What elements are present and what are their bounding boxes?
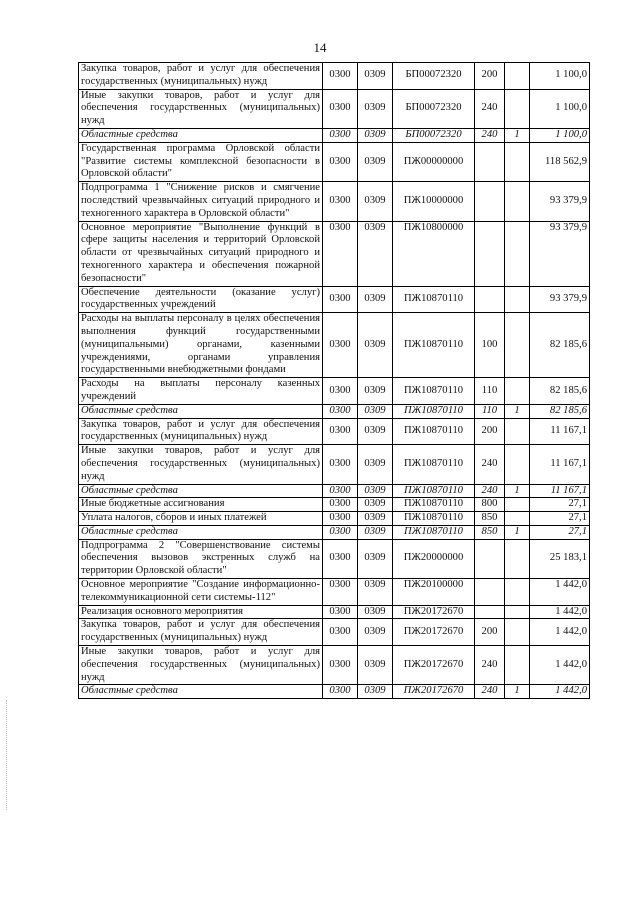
row-name-cell: Иные закупки товаров, работ и услуг для обеспечения государственных (муниципальных) нужд [79,89,323,128]
target-article-code-cell: ПЖ10870110 [393,484,475,498]
table-row [79,128,590,142]
source-code-cell [505,646,530,685]
subsection-code-cell: 0309 [358,418,393,445]
row-name-cell: Основное мероприятие "Создание информационно-телекоммуникационной сети системы-112" [79,579,323,606]
section-code-cell: 0300 [323,619,358,646]
section-code-cell: 0300 [323,512,358,526]
expense-type-code-cell: 200 [475,63,505,90]
subsection-code-cell: 0309 [358,378,393,405]
expense-type-code-cell [475,221,505,286]
row-name-cell: Уплата налогов, сборов и иных платежей [79,512,323,526]
expense-type-code-cell: 800 [475,498,505,512]
amount-cell: 82 185,6 [530,313,590,378]
expense-type-code-cell: 200 [475,418,505,445]
source-code-cell [505,619,530,646]
amount-cell: 118 562,9 [530,142,590,181]
amount-cell: 93 379,9 [530,286,590,313]
expense-type-code-cell: 240 [475,646,505,685]
source-code-cell [505,539,530,578]
subsection-code-cell: 0309 [358,646,393,685]
source-code-cell [505,579,530,606]
amount-cell: 1 442,0 [530,579,590,606]
table-row [79,445,590,484]
section-code-cell: 0300 [323,525,358,539]
table-row [79,63,590,90]
table-row [79,418,590,445]
section-code-cell: 0300 [323,221,358,286]
source-code-cell: 1 [505,404,530,418]
expense-type-code-cell: 240 [475,445,505,484]
row-name-cell: Областные средства [79,484,323,498]
expense-type-code-cell: 850 [475,525,505,539]
expense-type-code-cell [475,539,505,578]
table-row [79,313,590,378]
row-name-cell: Закупка товаров, работ и услуг для обеспечения государственных (муниципальных) нужд [79,619,323,646]
amount-cell: 1 100,0 [530,128,590,142]
row-name-cell: Областные средства [79,525,323,539]
section-code-cell: 0300 [323,579,358,606]
table-row [79,142,590,181]
amount-cell: 93 379,9 [530,221,590,286]
section-code-cell: 0300 [323,404,358,418]
target-article-code-cell: ПЖ10870110 [393,418,475,445]
row-name-cell: Областные средства [79,404,323,418]
row-name-cell: Подпрограмма 2 "Совершенствование системы обеспечения вызовов экстренных служб на территории Орловской области" [79,539,323,578]
row-name-cell: Расходы на выплаты персоналу казенных учреждений [79,378,323,405]
target-article-code-cell: ПЖ10000000 [393,182,475,221]
section-code-cell: 0300 [323,286,358,313]
subsection-code-cell: 0309 [358,445,393,484]
section-code-cell: 0300 [323,63,358,90]
source-code-cell [505,418,530,445]
table-row [79,286,590,313]
table-row [79,498,590,512]
amount-cell: 1 100,0 [530,63,590,90]
target-article-code-cell: ПЖ20172670 [393,605,475,619]
target-article-code-cell: ПЖ10870110 [393,404,475,418]
row-name-cell: Расходы на выплаты персоналу в целях обеспечения выполнения функций государственными (муниципальными) органами, казенными учреждениями, органами управления государственными внебюджетными фондами [79,313,323,378]
section-code-cell: 0300 [323,378,358,405]
source-code-cell [505,63,530,90]
expense-type-code-cell: 240 [475,128,505,142]
source-code-cell: 1 [505,484,530,498]
table-row [79,89,590,128]
table-row [79,221,590,286]
target-article-code-cell: ПЖ10870110 [393,512,475,526]
section-code-cell: 0300 [323,605,358,619]
section-code-cell: 0300 [323,498,358,512]
amount-cell: 25 183,1 [530,539,590,578]
table-row [79,685,590,699]
row-name-cell: Областные средства [79,128,323,142]
amount-cell: 93 379,9 [530,182,590,221]
amount-cell: 27,1 [530,512,590,526]
subsection-code-cell: 0309 [358,182,393,221]
row-name-cell: Закупка товаров, работ и услуг для обеспечения государственных (муниципальных) нужд [79,418,323,445]
subsection-code-cell: 0309 [358,512,393,526]
amount-cell: 82 185,6 [530,404,590,418]
table-row [79,525,590,539]
amount-cell: 11 167,1 [530,418,590,445]
budget-table-body [79,63,590,699]
subsection-code-cell: 0309 [358,404,393,418]
section-code-cell: 0300 [323,685,358,699]
source-code-cell [505,142,530,181]
section-code-cell: 0300 [323,182,358,221]
amount-cell: 1 100,0 [530,89,590,128]
source-code-cell [505,286,530,313]
subsection-code-cell: 0309 [358,221,393,286]
source-code-cell [505,313,530,378]
expense-type-code-cell: 240 [475,484,505,498]
table-row [79,539,590,578]
target-article-code-cell: ПЖ10870110 [393,378,475,405]
subsection-code-cell: 0309 [358,286,393,313]
target-article-code-cell: ПЖ20172670 [393,619,475,646]
row-name-cell: Государственная программа Орловской области "Развитие системы комплексной безопасности в Орловской области" [79,142,323,181]
table-row [79,605,590,619]
target-article-code-cell: ПЖ10800000 [393,221,475,286]
subsection-code-cell: 0309 [358,484,393,498]
subsection-code-cell: 0309 [358,685,393,699]
source-code-cell [505,89,530,128]
source-code-cell [505,512,530,526]
row-name-cell: Областные средства [79,685,323,699]
subsection-code-cell: 0309 [358,313,393,378]
source-code-cell: 1 [505,685,530,699]
target-article-code-cell: ПЖ20172670 [393,685,475,699]
amount-cell: 1 442,0 [530,646,590,685]
target-article-code-cell: ПЖ10870110 [393,525,475,539]
source-code-cell [505,378,530,405]
row-name-cell: Иные закупки товаров, работ и услуг для обеспечения государственных (муниципальных) нужд [79,646,323,685]
amount-cell: 27,1 [530,498,590,512]
expense-type-code-cell: 200 [475,619,505,646]
row-name-cell: Реализация основного мероприятия [79,605,323,619]
expense-type-code-cell: 240 [475,685,505,699]
section-code-cell: 0300 [323,128,358,142]
target-article-code-cell: БП00072320 [393,89,475,128]
subsection-code-cell: 0309 [358,89,393,128]
amount-cell: 11 167,1 [530,484,590,498]
row-name-cell: Подпрограмма 1 "Снижение рисков и смягчение последствий чрезвычайных ситуаций природного и техногенного характера в Орловской области" [79,182,323,221]
source-code-cell [505,182,530,221]
table-row [79,646,590,685]
expense-type-code-cell: 100 [475,313,505,378]
source-code-cell [505,221,530,286]
row-name-cell: Закупка товаров, работ и услуг для обеспечения государственных (муниципальных) нужд [79,63,323,90]
target-article-code-cell: БП00072320 [393,128,475,142]
budget-table [78,62,590,699]
source-code-cell [505,605,530,619]
target-article-code-cell: ПЖ20000000 [393,539,475,578]
table-row [79,579,590,606]
target-article-code-cell: ПЖ10870110 [393,498,475,512]
target-article-code-cell: ПЖ00000000 [393,142,475,181]
section-code-cell: 0300 [323,484,358,498]
subsection-code-cell: 0309 [358,128,393,142]
target-article-code-cell: ПЖ10870110 [393,313,475,378]
subsection-code-cell: 0309 [358,63,393,90]
section-code-cell: 0300 [323,539,358,578]
expense-type-code-cell [475,579,505,606]
subsection-code-cell: 0309 [358,619,393,646]
expense-type-code-cell: 850 [475,512,505,526]
section-code-cell: 0300 [323,646,358,685]
subsection-code-cell: 0309 [358,142,393,181]
target-article-code-cell: ПЖ20100000 [393,579,475,606]
expense-type-code-cell [475,182,505,221]
row-name-cell: Иные закупки товаров, работ и услуг для обеспечения государственных (муниципальных) нужд [79,445,323,484]
table-row [79,404,590,418]
subsection-code-cell: 0309 [358,525,393,539]
expense-type-code-cell [475,286,505,313]
section-code-cell: 0300 [323,313,358,378]
section-code-cell: 0300 [323,89,358,128]
table-row [79,182,590,221]
table-row [79,378,590,405]
row-name-cell: Основное мероприятие "Выполнение функций в сфере защиты населения и территорий Орловской области от чрезвычайных ситуаций природного и техногенного характера и обеспечения пожарной безопасности" [79,221,323,286]
expense-type-code-cell [475,605,505,619]
amount-cell: 1 442,0 [530,685,590,699]
subsection-code-cell: 0309 [358,605,393,619]
subsection-code-cell: 0309 [358,498,393,512]
amount-cell: 27,1 [530,525,590,539]
expense-type-code-cell: 110 [475,404,505,418]
expense-type-code-cell: 240 [475,89,505,128]
table-row [79,484,590,498]
expense-type-code-cell [475,142,505,181]
table-row [79,512,590,526]
target-article-code-cell: ПЖ20172670 [393,646,475,685]
target-article-code-cell: ПЖ10870110 [393,286,475,313]
expense-type-code-cell: 110 [475,378,505,405]
section-code-cell: 0300 [323,418,358,445]
row-name-cell: Обеспечение деятельности (оказание услуг) государственных учреждений [79,286,323,313]
subsection-code-cell: 0309 [358,539,393,578]
row-name-cell: Иные бюджетные ассигнования [79,498,323,512]
source-code-cell: 1 [505,525,530,539]
amount-cell: 82 185,6 [530,378,590,405]
target-article-code-cell: ПЖ10870110 [393,445,475,484]
target-article-code-cell: БП00072320 [393,63,475,90]
section-code-cell: 0300 [323,142,358,181]
scan-edge-marks [6,700,11,810]
subsection-code-cell: 0309 [358,579,393,606]
amount-cell: 11 167,1 [530,445,590,484]
source-code-cell [505,445,530,484]
section-code-cell: 0300 [323,445,358,484]
source-code-cell: 1 [505,128,530,142]
table-row [79,619,590,646]
amount-cell: 1 442,0 [530,605,590,619]
page-number: 14 [313,40,327,55]
source-code-cell [505,498,530,512]
amount-cell: 1 442,0 [530,619,590,646]
